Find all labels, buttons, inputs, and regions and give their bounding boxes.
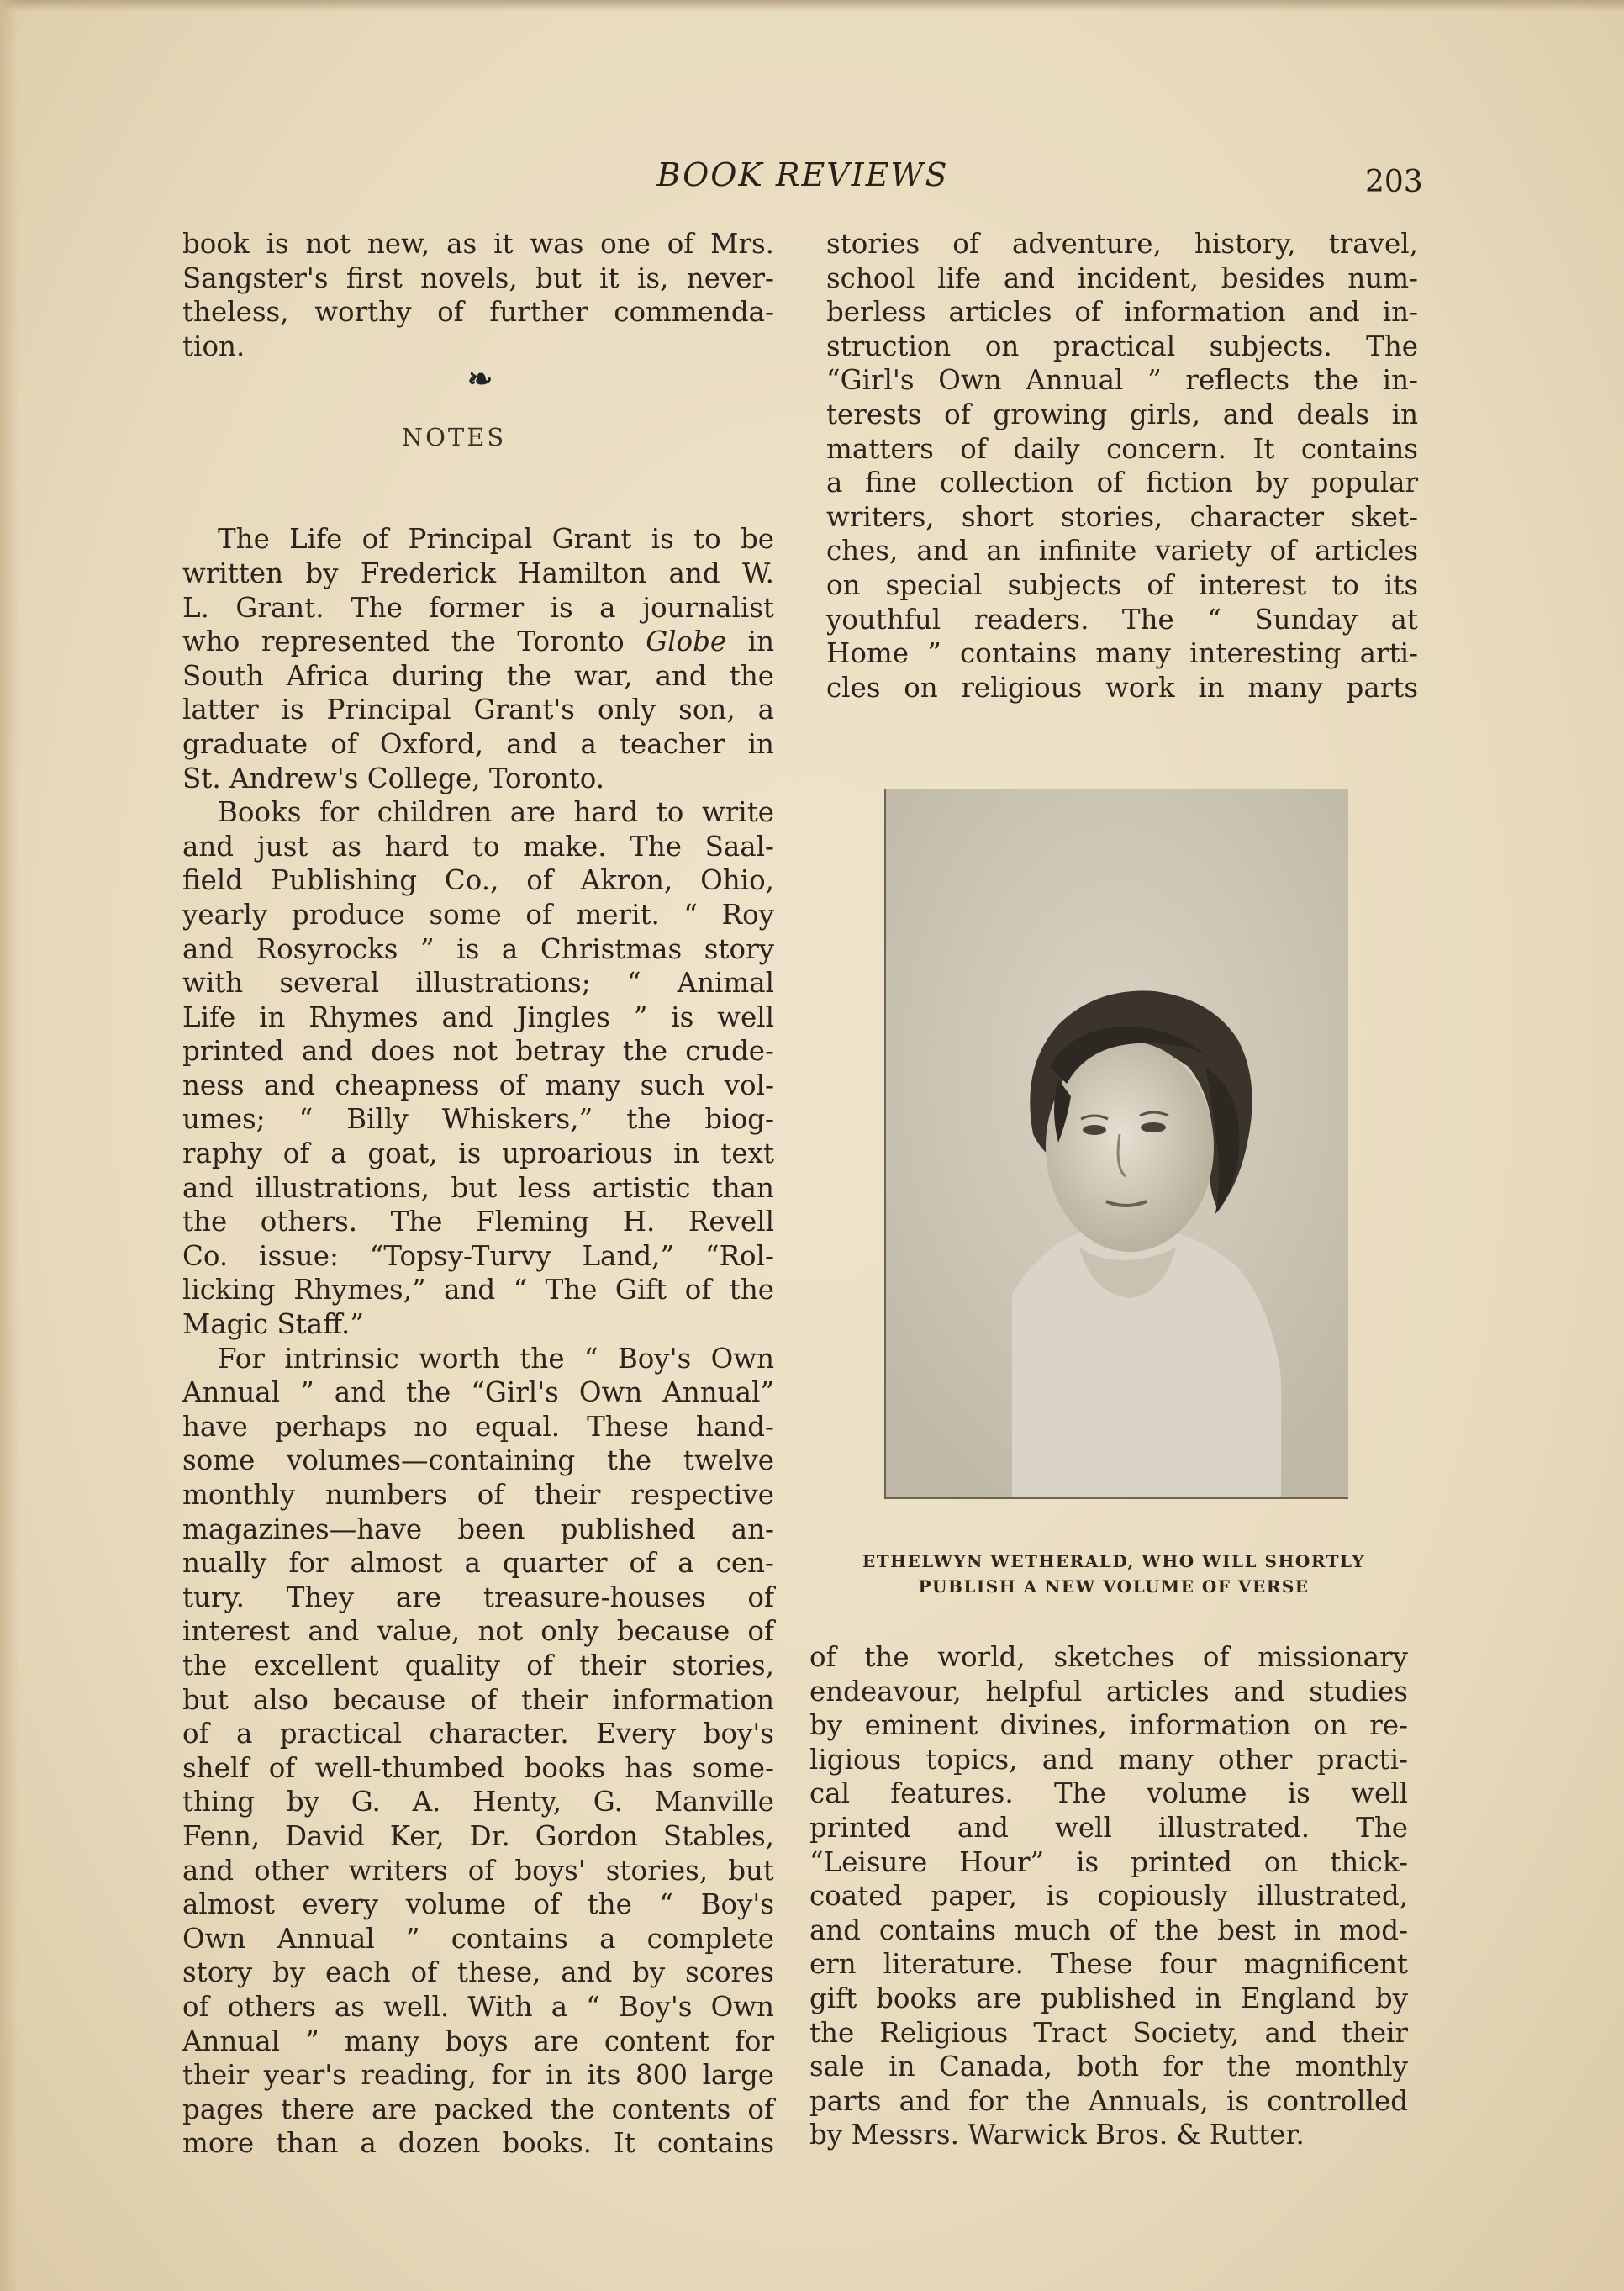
text-line: Annual ” and the “Girl's Own Annual” — [182, 1376, 774, 1409]
text-line: book is not new, as it was one of Mrs. — [182, 228, 774, 260]
text-line: Own Annual ” contains a complete — [182, 1922, 774, 1955]
text-line: tury. They are treasure-houses of — [182, 1581, 774, 1613]
text-line: The Life of Principal Grant is to be — [218, 523, 774, 556]
portrait-photograph — [884, 789, 1348, 1499]
text-line: cles on religious work in many parts — [826, 671, 1418, 704]
text-line: have perhaps no equal. These hand- — [182, 1410, 774, 1443]
text-line: of the world, sketches of missionary — [809, 1641, 1408, 1673]
text-line: theless, worthy of further commenda- — [182, 296, 774, 329]
text-line-globe: who represented the Toronto Globe in — [182, 626, 774, 658]
text-line: shelf of well-thumbed books has some- — [182, 1751, 774, 1784]
text-line: more than a dozen books. It contains — [182, 2127, 774, 2160]
text-line: but also because of their information — [182, 1683, 774, 1716]
text-line: monthly numbers of their respective — [182, 1479, 774, 1511]
text-line: ligious topics, and many other practi- — [809, 1743, 1408, 1776]
text-line: licking Rhymes,” and “ The Gift of the — [182, 1274, 774, 1307]
page-top-shadow — [0, 0, 1624, 12]
text-line: a fine collection of fiction by popular — [826, 467, 1418, 499]
text-line: field Publishing Co., of Akron, Ohio, — [182, 864, 774, 897]
childrens-books-paragraph — [182, 795, 774, 1342]
text-line: stories of adventure, history, travel, — [826, 228, 1418, 260]
section-ornament-icon: ❧ — [467, 362, 493, 397]
text-line: the excellent quality of their stories, — [182, 1649, 774, 1681]
text-line: and other writers of boys' stories, but — [182, 1854, 774, 1887]
text-line: sale in Canada, both for the monthly — [809, 2051, 1408, 2083]
text-line: matters of daily concern. It contains — [826, 432, 1418, 465]
running-head: BOOK REVIEWS — [656, 156, 949, 193]
text-line: St. Andrew's College, Toronto. — [182, 762, 605, 794]
principal-grant-paragraph — [182, 522, 774, 795]
text-line: coated paper, is copiously illustrated, — [809, 1880, 1408, 1913]
text-line: For intrinsic worth the “ Boy's Own — [218, 1342, 774, 1375]
text-line: “Girl's Own Annual ” reflects the in- — [826, 364, 1418, 397]
text-line: and Rosyrocks ” is a Christmas story — [182, 932, 774, 965]
text-line: almost every volume of the “ Boy's — [182, 1888, 774, 1921]
text-line: thing by G. A. Henty, G. Manville — [182, 1786, 774, 1819]
text-line: umes; “ Billy Whiskers,” the biog- — [182, 1103, 774, 1136]
text-line: writers, short stories, character sket- — [826, 500, 1418, 533]
sunday-at-home-continued-paragraph — [809, 1640, 1408, 2152]
text-line: Magic Staff.” — [182, 1308, 364, 1341]
figure-caption — [807, 1549, 1421, 1599]
caption-line: PUBLISH A NEW VOLUME OF VERSE — [918, 1576, 1310, 1597]
page-spine-shadow — [0, 0, 18, 2291]
text-line: parts and for the Annuals, is controlled — [809, 2084, 1408, 2117]
text-line: struction on practical subjects. The — [826, 330, 1418, 362]
text-line: South Africa during the war, and the — [182, 659, 774, 692]
text-line: some volumes—containing the twelve — [182, 1444, 774, 1477]
text-line: tion. — [182, 330, 245, 362]
text-line: Books for children are hard to write — [218, 796, 774, 829]
text-line: graduate of Oxford, and a teacher in — [182, 727, 774, 760]
annuals-continued-paragraph — [826, 227, 1418, 705]
text-line: magazines—have been published an- — [182, 1512, 774, 1545]
text-line: endeavour, helpful articles and studies — [809, 1675, 1408, 1708]
text-line: printed and does not betray the crude- — [182, 1035, 774, 1068]
text-line: their year's reading, for in its 800 large — [182, 2059, 774, 2092]
text-line: terests of growing girls, and deals in — [826, 398, 1418, 430]
text-line: pages there are packed the contents of — [182, 2093, 774, 2125]
right-column-top — [826, 227, 1418, 705]
text-line: and just as hard to make. The Saal- — [182, 830, 774, 863]
text-line: school life and incident, besides num- — [826, 261, 1418, 294]
annuals-paragraph — [182, 1342, 774, 2161]
text-line: Sangster's first novels, but it is, never- — [182, 261, 774, 294]
text-line: story by each of these, and by scores — [182, 1956, 774, 1989]
globe-title: Globe — [646, 626, 727, 658]
portrait-illustration — [886, 789, 1348, 1497]
caption-line: ETHELWYN WETHERALD, WHO WILL SHORTLY — [862, 1551, 1366, 1571]
text-line: printed and well illustrated. The — [809, 1811, 1408, 1844]
text-line: Life in Rhymes and Jingles ” is well — [182, 1000, 774, 1033]
text-line: interest and value, not only because of — [182, 1615, 774, 1648]
page-number: 203 — [1365, 165, 1423, 199]
text-line: on special subjects of interest to its — [826, 568, 1418, 601]
text-line: by eminent divines, information on re- — [809, 1709, 1408, 1742]
text-line: of others as well. With a “ Boy's Own — [182, 1990, 774, 2023]
text-line: yearly produce some of merit. “ Roy — [182, 898, 774, 931]
text-line: youthful readers. The “ Sunday at — [826, 603, 1418, 636]
right-column-bottom — [809, 1640, 1408, 2152]
text-line: Co. issue: “Topsy-Turvy Land,” “Rol- — [182, 1239, 774, 1272]
text-line: the Religious Tract Society, and their — [809, 2016, 1408, 2049]
text-line: the others. The Fleming H. Revell — [182, 1206, 774, 1238]
text-line: raphy of a goat, is uproarious in text — [182, 1138, 774, 1170]
text-line: written by Frederick Hamilton and W. — [182, 557, 774, 589]
text-line: ches, and an infinite variety of articles — [826, 535, 1418, 567]
text-line: berless articles of information and in- — [826, 296, 1418, 329]
text-line: Annual ” many boys are content for — [182, 2024, 774, 2057]
text-line: cal features. The volume is well — [809, 1777, 1408, 1810]
text-line: “Leisure Hour” is printed on thick- — [809, 1845, 1408, 1878]
text-line: ern literature. These four magnificent — [809, 1948, 1408, 1981]
text-line: by Messrs. Warwick Bros. & Rutter. — [809, 2119, 1305, 2151]
notes-heading: NOTES — [401, 423, 507, 451]
text-line: Home ” contains many interesting arti- — [826, 637, 1418, 670]
intro-paragraph — [182, 227, 774, 363]
text-line: of a practical character. Every boy's — [182, 1718, 774, 1750]
text-line: with several illustrations; “ Animal — [182, 967, 774, 1000]
left-column — [182, 227, 774, 2161]
text-line: and illustrations, but less artistic than — [182, 1171, 774, 1204]
text-line: L. Grant. The former is a journalist — [182, 591, 774, 624]
text-line: latter is Principal Grant's only son, a — [182, 694, 774, 726]
text-line: Fenn, David Ker, Dr. Gordon Stables, — [182, 1819, 774, 1852]
text-line: and contains much of the best in mod- — [809, 1914, 1408, 1946]
text-line: nually for almost a quarter of a cen- — [182, 1547, 774, 1580]
text-line: ness and cheapness of many such vol- — [182, 1069, 774, 1101]
text-line: gift books are published in England by — [809, 1982, 1408, 2014]
